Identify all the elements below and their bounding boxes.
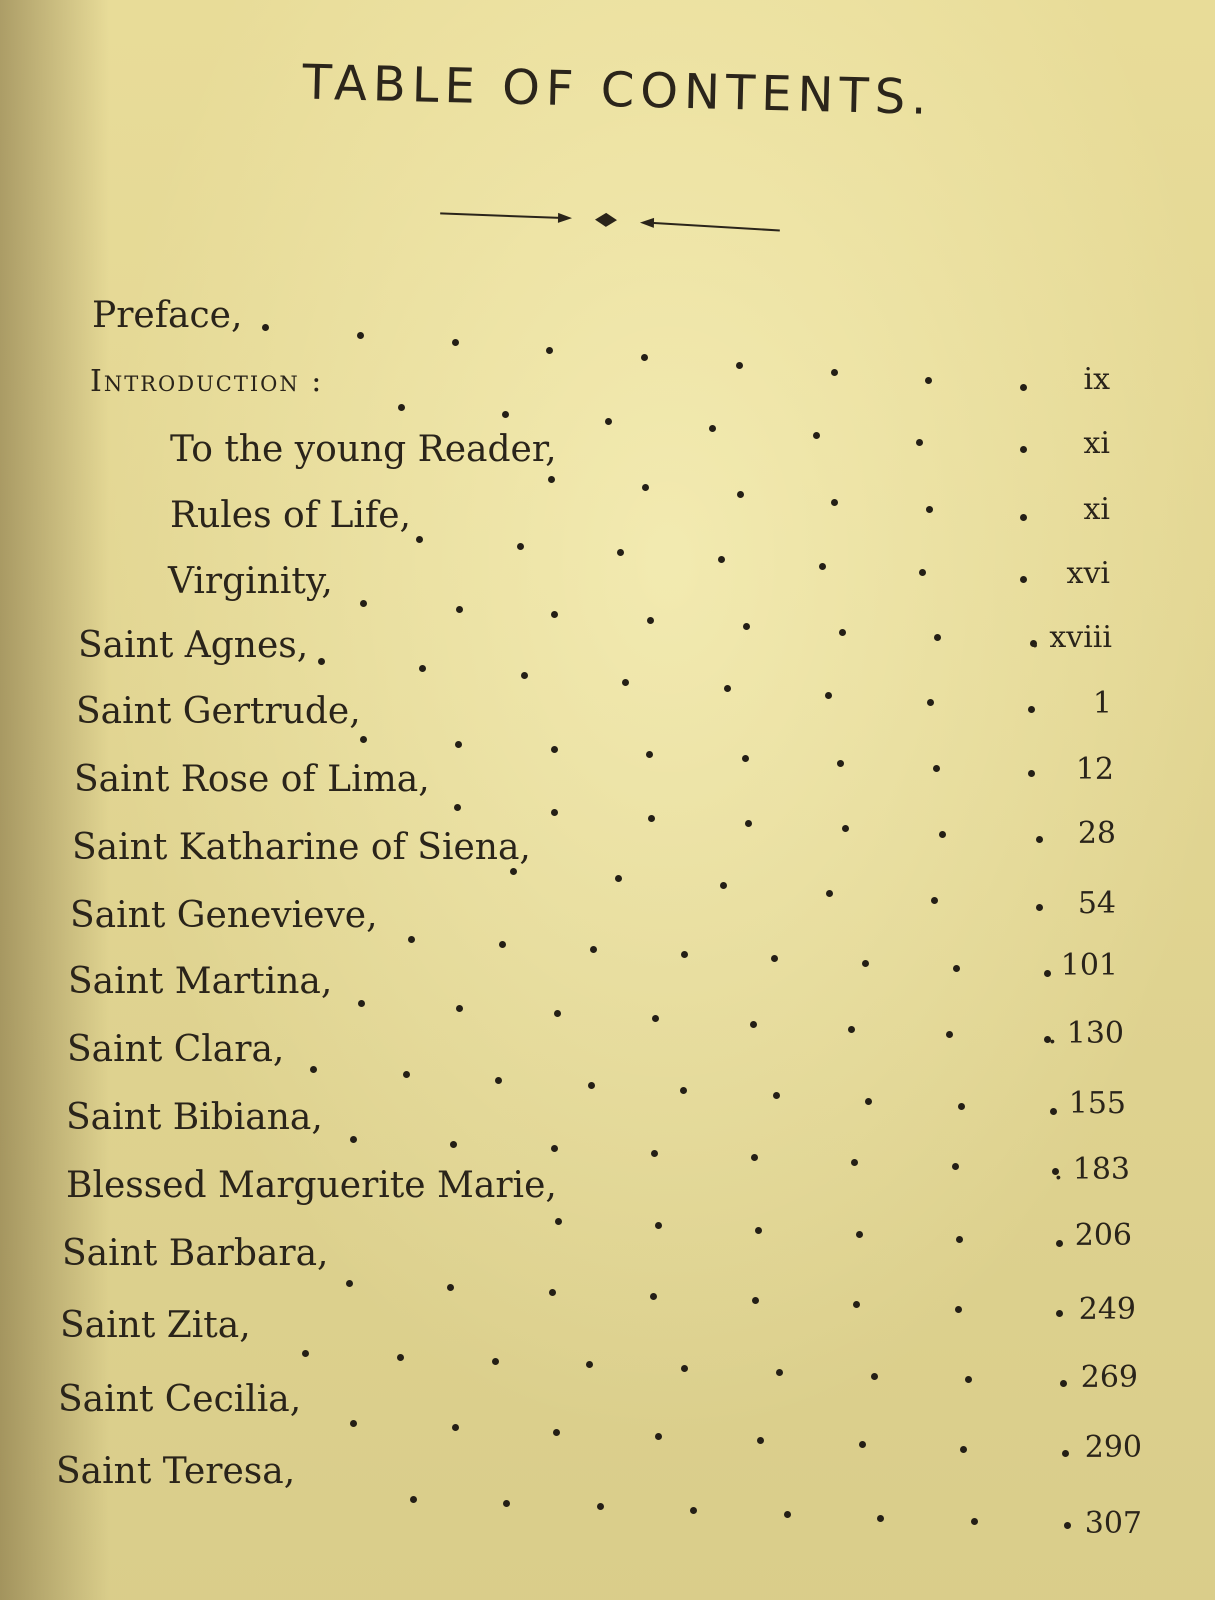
toc-page-number: 290 bbox=[1084, 1430, 1142, 1465]
leader-dot bbox=[736, 362, 743, 369]
toc-page-number: 1 bbox=[1092, 686, 1112, 721]
leader-dot bbox=[590, 946, 597, 953]
leader-dot bbox=[737, 491, 744, 498]
leader-dot bbox=[742, 755, 749, 762]
leader-dot bbox=[419, 665, 426, 672]
leader-dot bbox=[454, 804, 461, 811]
leader-dot bbox=[549, 1289, 556, 1296]
leader-dot bbox=[960, 1446, 967, 1453]
leader-dot bbox=[455, 741, 462, 748]
leader-dot bbox=[318, 658, 325, 665]
leader-dot bbox=[851, 1159, 858, 1166]
leader-dot bbox=[956, 1236, 963, 1243]
leader-dot bbox=[939, 831, 946, 838]
leader-dot bbox=[551, 746, 558, 753]
leader-dot bbox=[848, 1026, 855, 1033]
leader-dot bbox=[495, 1077, 502, 1084]
toc-page-number: ix bbox=[1083, 362, 1110, 397]
leader-dot bbox=[856, 1231, 863, 1238]
leader-dot bbox=[971, 1518, 978, 1525]
leader-dot bbox=[927, 699, 934, 706]
leader-dot bbox=[502, 411, 509, 418]
leader-dot bbox=[837, 760, 844, 767]
leader-dot bbox=[919, 569, 926, 576]
leader-dot bbox=[877, 1515, 884, 1522]
toc-page-number: 101 bbox=[1060, 948, 1118, 983]
leader-dot bbox=[862, 960, 869, 967]
leader-dot bbox=[681, 951, 688, 958]
toc-page-number: . xviii bbox=[1030, 620, 1112, 655]
leader-dot bbox=[784, 1511, 791, 1518]
leader-dot bbox=[946, 1031, 953, 1038]
leader-dot bbox=[720, 882, 727, 889]
leader-dot bbox=[871, 1373, 878, 1380]
toc-entry-title: Preface, bbox=[92, 295, 243, 336]
leader-dot bbox=[398, 404, 405, 411]
toc-page-number: 54 bbox=[1077, 886, 1116, 921]
leader-dot bbox=[752, 1297, 759, 1304]
leader-dot bbox=[690, 1507, 697, 1514]
toc-entry-title: Saint Rose of Lima, bbox=[74, 759, 430, 800]
leader-dot bbox=[456, 1005, 463, 1012]
leader-dot bbox=[831, 369, 838, 376]
leader-dot bbox=[925, 377, 932, 384]
leader-dot bbox=[553, 1429, 560, 1436]
leader-dot bbox=[819, 563, 826, 570]
leader-dot bbox=[646, 751, 653, 758]
toc-page-number: . 130 bbox=[1047, 1016, 1124, 1051]
leader-dot bbox=[452, 339, 459, 346]
leader-dot bbox=[709, 425, 716, 432]
leader-dot bbox=[555, 1218, 562, 1225]
leader-dot bbox=[647, 617, 654, 624]
leader-dot bbox=[931, 897, 938, 904]
leader-dot bbox=[346, 1280, 353, 1287]
leader-dot bbox=[510, 868, 517, 875]
leader-dot bbox=[958, 1103, 965, 1110]
leader-dot bbox=[750, 1021, 757, 1028]
leader-dot bbox=[745, 820, 752, 827]
page-title: TABLE OF CONTENTS. bbox=[301, 54, 934, 126]
leader-dot bbox=[853, 1301, 860, 1308]
leader-dot bbox=[865, 1098, 872, 1105]
toc-page-number: 28 bbox=[1077, 816, 1116, 851]
leader-dot bbox=[926, 506, 933, 513]
toc-entry-title: Saint Genevieve, bbox=[70, 895, 378, 936]
leader-dot bbox=[615, 875, 622, 882]
toc-entry-title: Saint Teresa, bbox=[56, 1451, 296, 1492]
toc-entry-title: Saint Katharine of Siena, bbox=[72, 827, 531, 868]
leader-dot bbox=[642, 484, 649, 491]
toc-entry-title: Blessed Marguerite Marie, bbox=[66, 1165, 557, 1206]
toc-page-number: xi bbox=[1083, 426, 1110, 461]
leader-dot bbox=[757, 1437, 764, 1444]
leader-dot bbox=[492, 1358, 499, 1365]
leader-dot bbox=[743, 623, 750, 630]
leader-dot bbox=[953, 965, 960, 972]
leader-dot bbox=[546, 347, 553, 354]
leader-dot bbox=[622, 679, 629, 686]
leader-dot bbox=[952, 1163, 959, 1170]
leader-dot bbox=[648, 815, 655, 822]
leader-dot bbox=[597, 1503, 604, 1510]
leader-dot bbox=[680, 1087, 687, 1094]
toc-entry-title: Saint Agnes, bbox=[78, 625, 309, 666]
leader-dot bbox=[551, 611, 558, 618]
leader-dot bbox=[955, 1306, 962, 1313]
leader-dot bbox=[410, 1496, 417, 1503]
toc-entry-title: Saint Martina, bbox=[68, 961, 333, 1002]
leader-dot bbox=[718, 556, 725, 563]
toc-entry-title: Saint Barbara, bbox=[62, 1233, 329, 1274]
leader-dot bbox=[262, 324, 269, 331]
leader-dot bbox=[839, 629, 846, 636]
leader-dot bbox=[452, 1424, 459, 1431]
leader-dot bbox=[551, 809, 558, 816]
toc-page-number: 12 bbox=[1075, 752, 1114, 787]
leader-dot bbox=[521, 672, 528, 679]
leader-dot bbox=[548, 476, 555, 483]
leader-dot bbox=[831, 499, 838, 506]
toc-page-number: xvi bbox=[1066, 556, 1110, 591]
leader-dot bbox=[302, 1350, 309, 1357]
leader-dot bbox=[360, 600, 367, 607]
leader-dot bbox=[408, 936, 415, 943]
leader-dot bbox=[776, 1369, 783, 1376]
leader-dot bbox=[825, 692, 832, 699]
leader-dot bbox=[456, 606, 463, 613]
toc-page-number: 307 bbox=[1084, 1506, 1142, 1541]
toc-page-number: . 183 bbox=[1053, 1152, 1130, 1187]
toc-entry-title: Saint Bibiana, bbox=[66, 1097, 323, 1138]
leader-dot bbox=[517, 543, 524, 550]
leader-dot bbox=[554, 1010, 561, 1017]
toc-entry-title: To the young Reader, bbox=[170, 429, 557, 470]
leader-dot bbox=[934, 634, 941, 641]
leader-dot bbox=[617, 549, 624, 556]
toc-entry-title: Saint Gertrude, bbox=[76, 691, 361, 732]
leader-dot bbox=[350, 1136, 357, 1143]
leader-dot bbox=[751, 1154, 758, 1161]
leader-dot bbox=[450, 1141, 457, 1148]
leader-dot bbox=[588, 1082, 595, 1089]
leader-dot bbox=[651, 1150, 658, 1157]
toc-entry-title: Introduction : bbox=[90, 364, 324, 399]
leader-dot bbox=[771, 955, 778, 962]
toc-entry-title: Virginity, bbox=[168, 561, 333, 602]
leader-dot bbox=[842, 825, 849, 832]
leader-dot bbox=[416, 536, 423, 543]
toc-page-number: 155 bbox=[1068, 1086, 1126, 1121]
leader-dot bbox=[350, 1420, 357, 1427]
toc-page-number: xi bbox=[1083, 492, 1110, 527]
leader-dot bbox=[360, 736, 367, 743]
leader-dot bbox=[916, 439, 923, 446]
leader-dot bbox=[499, 941, 506, 948]
leader-dot bbox=[755, 1227, 762, 1234]
leader-dot bbox=[447, 1284, 454, 1291]
leader-dot bbox=[358, 1000, 365, 1007]
leader-dot bbox=[933, 765, 940, 772]
toc-page-number: 206 bbox=[1074, 1218, 1132, 1253]
leader-dot bbox=[773, 1092, 780, 1099]
toc-entry-title: Rules of Life, bbox=[170, 495, 411, 536]
leader-dot bbox=[655, 1222, 662, 1229]
leader-dot bbox=[681, 1365, 688, 1372]
leader-dot bbox=[826, 890, 833, 897]
leader-dot bbox=[586, 1361, 593, 1368]
leader-dot bbox=[650, 1293, 657, 1300]
leader-dot bbox=[965, 1376, 972, 1383]
leader-dot bbox=[859, 1441, 866, 1448]
leader-dot bbox=[503, 1500, 510, 1507]
leader-dot bbox=[813, 432, 820, 439]
leader-dot bbox=[605, 418, 612, 425]
leader-dot bbox=[724, 685, 731, 692]
toc-page-number: 269 bbox=[1080, 1360, 1138, 1395]
toc-page-number: 249 bbox=[1078, 1292, 1136, 1327]
toc-entry-title: Saint Zita, bbox=[60, 1305, 251, 1346]
leader-dot bbox=[655, 1433, 662, 1440]
leader-dot bbox=[551, 1145, 558, 1152]
leader-dot bbox=[397, 1354, 404, 1361]
toc-entry-title: Saint Clara, bbox=[67, 1029, 285, 1070]
leader-dot bbox=[357, 332, 364, 339]
leader-dot bbox=[310, 1066, 317, 1073]
leader-dot bbox=[403, 1071, 410, 1078]
leader-dot bbox=[641, 354, 648, 361]
leader-dot bbox=[652, 1015, 659, 1022]
toc-entry-title: Saint Cecilia, bbox=[58, 1379, 302, 1420]
